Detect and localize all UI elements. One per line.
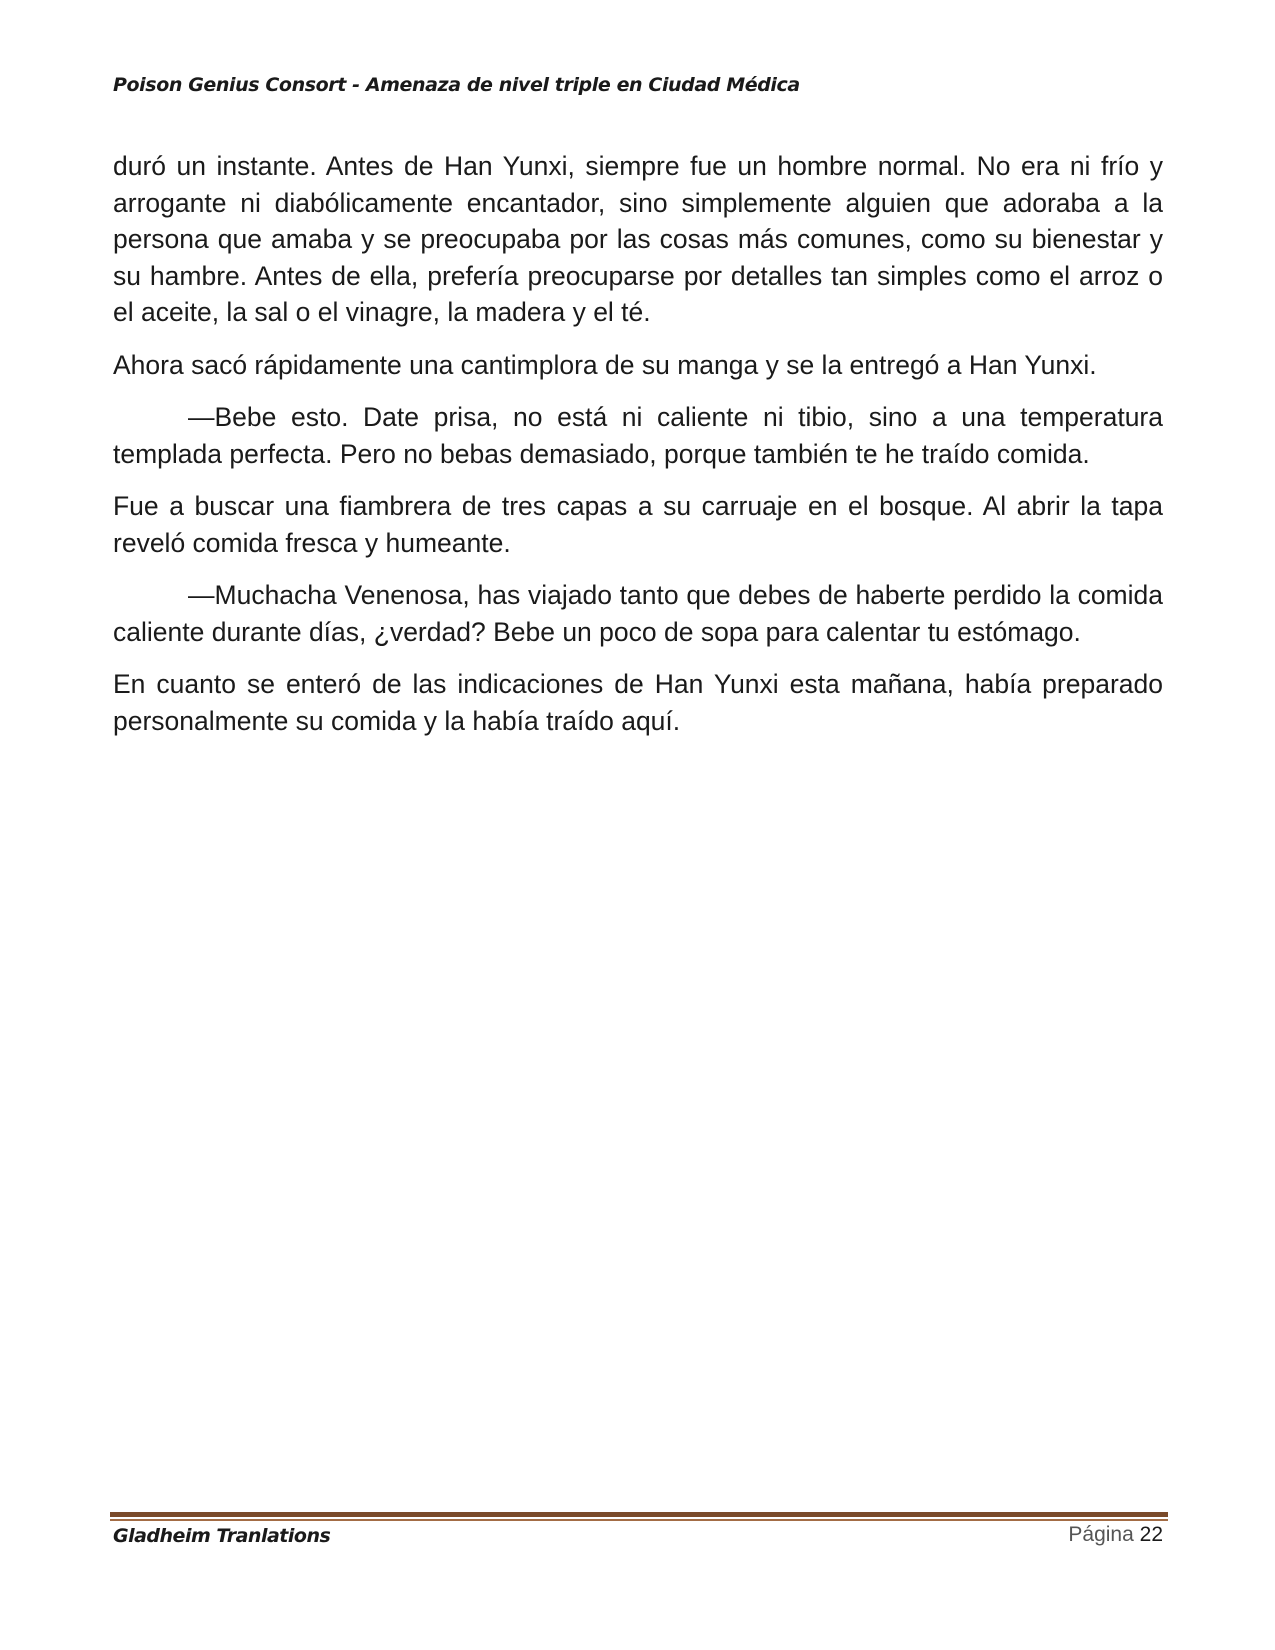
footer-divider [110,1512,1168,1521]
paragraph: Ahora sacó rápidamente una cantimplora de su manga y se la entregó a Han Yunxi. [113,349,1097,380]
page-label: Página [1068,1523,1134,1546]
paragraph: En cuanto se enteró de las indicaciones de Han Yunxi esta mañana, había preparado personalmente su comida y la había traído aquí. [113,669,1163,736]
running-header: Poison Genius Consort - Amenaza de nivel triple en Ciudad Médica [113,74,800,96]
page-number [1068,1523,1163,1547]
paragraph: Fue a buscar una fiambrera de tres capas a su carruaje en el bosque. Al abrir la tapa reveló comida fresca y humeante. [113,491,1163,558]
page-number-value: 22 [1139,1523,1163,1546]
dialogue-paragraph: —Bebe esto. Date prisa, no está ni caliente ni tibio, sino a una temperatura templada perfecta. Pero no bebas demasiado, porque también te he traído comida. [113,402,1163,469]
footer-publisher: Gladheim Tranlations [113,1525,331,1547]
dialogue-paragraph: —Muchacha Venenosa, has viajado tanto que debes de haberte perdido la comida caliente durante días, ¿verdad? Bebe un poco de sopa para calentar tu estómago. [113,580,1163,647]
footer-divider-thick [110,1512,1168,1517]
body-text [113,148,1163,755]
footer-divider-thin [110,1519,1168,1521]
paragraph: duró un instante. Antes de Han Yunxi, siempre fue un hombre normal. No era ni frío y arrogante ni diabólicamente encantador, sino simplemente alguien que adoraba a la persona que amaba y se preocupaba por las cosas más comunes, como su bienestar y su hambre. Antes de ella, prefería preocuparse por detalles tan simples como el arroz o el aceite, la sal o el vinagre, la madera y el té. [113,151,1163,327]
